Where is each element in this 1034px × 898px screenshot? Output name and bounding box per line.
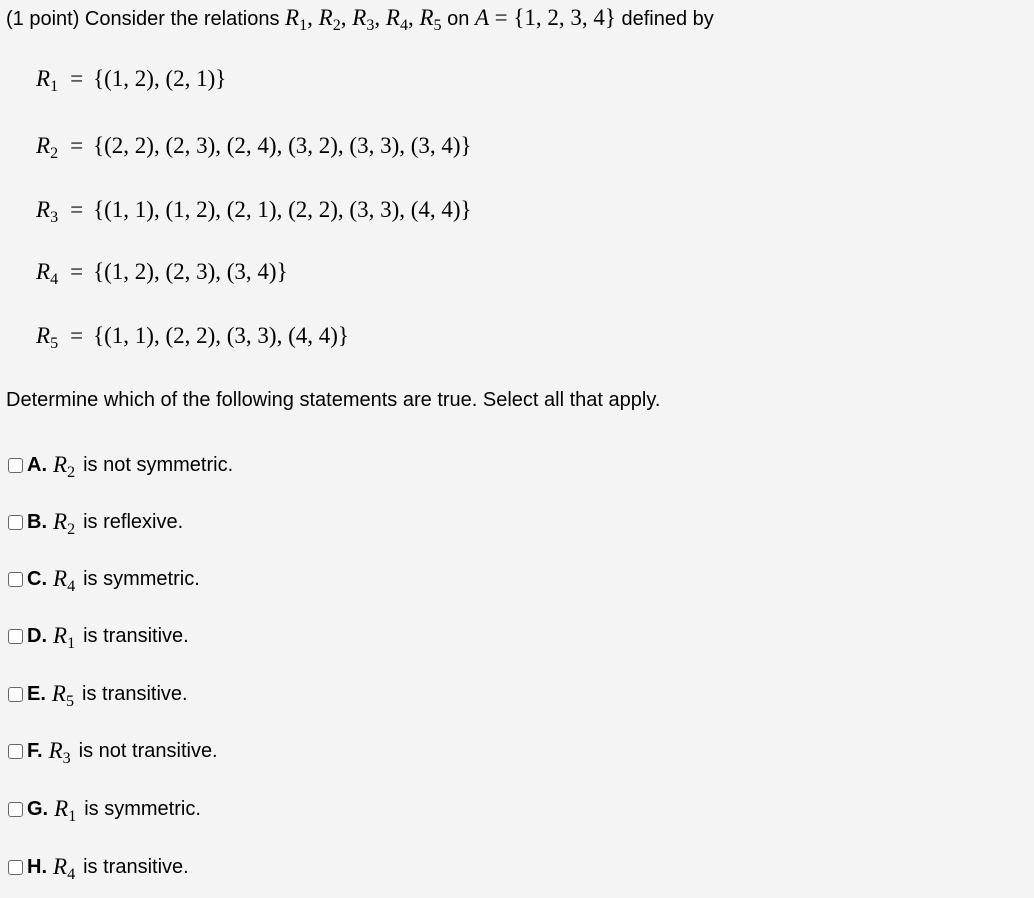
option-text: is transitive. xyxy=(83,855,189,878)
relation-value: {(2, 2), (2, 3), (2, 4), (3, 2), (3, 3), (3, 4)} xyxy=(93,133,472,158)
option-letter: C. xyxy=(27,567,47,590)
option-letter: E. xyxy=(27,682,46,705)
option-text: is not transitive. xyxy=(78,739,218,762)
option-b-checkbox[interactable] xyxy=(8,515,23,530)
option-relation: $R_1$ xyxy=(54,796,77,825)
option-d-checkbox[interactable] xyxy=(8,629,23,644)
option-f[interactable] xyxy=(8,738,218,767)
option-g-checkbox[interactable] xyxy=(8,802,23,817)
relation-r1: $R_1 = \{(1$, 2), (2, 1)} xyxy=(36,66,227,95)
option-text: is not symmetric. xyxy=(83,453,234,476)
option-relation: $R_5$ xyxy=(51,681,75,710)
option-relation: $R_4$ xyxy=(53,566,76,595)
option-h[interactable] xyxy=(8,854,189,883)
option-c-checkbox[interactable] xyxy=(8,572,23,587)
option-relation: $R_2$ xyxy=(53,509,76,538)
option-b[interactable] xyxy=(8,509,184,538)
option-letter: B. xyxy=(27,510,47,533)
option-text: is symmetric. xyxy=(83,567,200,590)
relation-value: {(1, 2), (2, 3), (3, 4)} xyxy=(93,259,288,284)
relation-value: {(1, 2), (2, 1)} xyxy=(93,66,227,91)
relation-r3: $R_3 = \{(1$, 1), (1, 2), (2, 1), (2, 2), (3, 3), (4, 4)} xyxy=(36,197,472,226)
intro-relation-r5: $R_5$ xyxy=(419,5,442,34)
question-prompt: Determine which of the following statements are true. Select all that apply. xyxy=(6,389,661,411)
option-e[interactable] xyxy=(8,681,188,710)
intro-relation-r2: $R_2$ xyxy=(318,5,341,34)
relation-r2: $R_2 = \{(2$, 2), (2, 3), (2, 4), (3, 2), (3, 3), (3, 4)} xyxy=(36,133,472,162)
intro-relation-r3: $R_3$ xyxy=(352,5,375,34)
option-relation: $R_3$ xyxy=(48,738,71,767)
option-a[interactable] xyxy=(8,452,234,481)
problem-intro: (1 point) Consider the relations $R_1$, $R_2$, $R_3$, $R_4$, $R_5$ on A = {1, 2, 3, 4} defined by xyxy=(6,5,714,34)
intro-prefix: (1 point) Consider the relations xyxy=(6,8,280,30)
relation-r5: $R_5 = \{(1$, 1), (2, 2), (3, 3), (4, 4)} xyxy=(36,323,349,352)
intro-relation-r1: $R_1$ xyxy=(285,5,308,34)
option-text: is transitive. xyxy=(83,624,189,647)
option-letter: G. xyxy=(27,797,49,820)
option-letter: H. xyxy=(27,855,47,878)
option-f-checkbox[interactable] xyxy=(8,744,23,759)
option-relation: $R_4$ xyxy=(53,854,76,883)
intro-on-word: on xyxy=(447,8,470,30)
option-c[interactable] xyxy=(8,566,200,595)
option-text: is reflexive. xyxy=(83,510,184,533)
intro-set-value: {1, 2, 3, 4} xyxy=(513,5,616,30)
option-g[interactable] xyxy=(8,796,201,825)
intro-set-name: A xyxy=(474,5,490,30)
option-letter: A. xyxy=(27,453,47,476)
intro-suffix: defined by xyxy=(621,8,714,30)
relation-value: {(1, 1), (1, 2), (2, 1), (2, 2), (3, 3), (4, 4)} xyxy=(93,197,472,222)
option-letter: F. xyxy=(27,739,43,762)
option-d[interactable] xyxy=(8,623,189,652)
option-letter: D. xyxy=(27,624,47,647)
option-relation: $R_2$ xyxy=(53,452,76,481)
option-a-checkbox[interactable] xyxy=(8,458,23,473)
option-text: is symmetric. xyxy=(84,797,201,820)
relation-value: {(1, 1), (2, 2), (3, 3), (4, 4)} xyxy=(93,323,349,348)
intro-relation-r4: $R_4$ xyxy=(385,5,408,34)
option-relation: $R_1$ xyxy=(53,623,76,652)
relation-r4: $R_4 = \{(1$, 2), (2, 3), (3, 4)} xyxy=(36,259,288,288)
option-text: is transitive. xyxy=(82,682,188,705)
option-h-checkbox[interactable] xyxy=(8,860,23,875)
option-e-checkbox[interactable] xyxy=(8,687,23,702)
